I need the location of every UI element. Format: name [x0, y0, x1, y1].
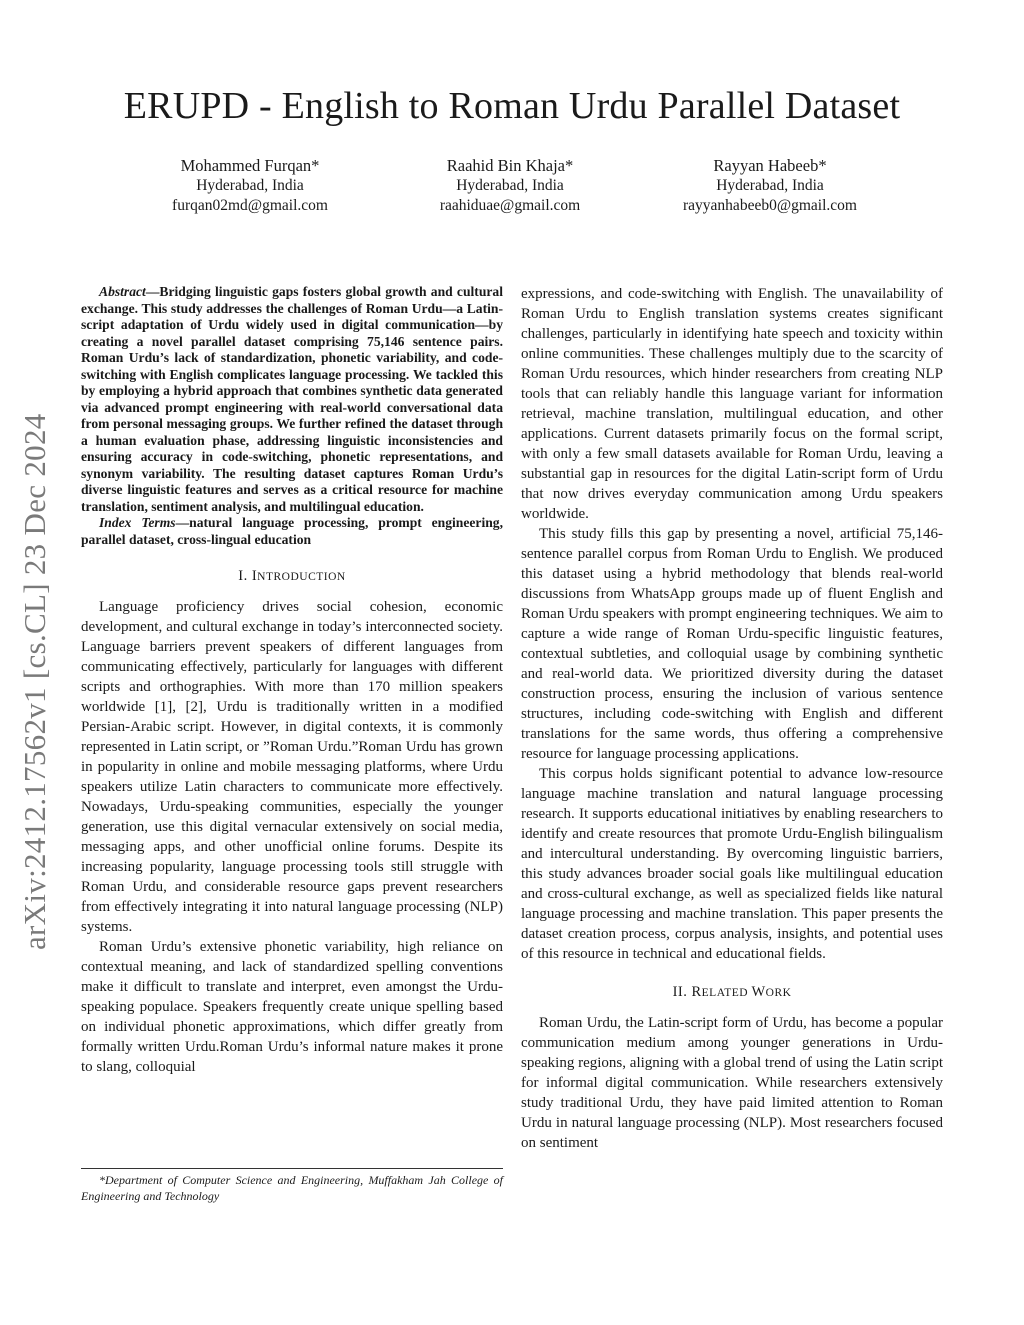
- author-block: [120, 156, 900, 216]
- author-email: furqan02md@gmail.com: [172, 197, 328, 214]
- paragraph: expressions, and code-switching with English. The unavailability of Roman Urdu to English translation systems creates significant challenges, particularly in identifying hate speech and toxicity within online communities. These challenges multiply due to the scarcity of Roman Urdu resources, which hinder researchers from creating NLP tools that can reliably handle this language variant for information retrieval, machine translation, multilingual education, and other applications. Current datasets primarily focus on the formal script, with only a few small datasets available for Roman Urdu, leaving a substantial gap in resources for the digital Latin-script form of Urdu that now drives everyday communication among Urdu speakers worldwide.: [521, 286, 943, 522]
- arxiv-identifier: arXiv:2412.17562v1 [cs.CL] 23 Dec 2024: [17, 413, 52, 950]
- heading-prefix: II. R: [672, 984, 702, 1000]
- heading-mid: ELATED: [701, 987, 752, 999]
- author-location: Hyderabad, India: [456, 177, 564, 194]
- heading-rest: ORK: [765, 987, 792, 999]
- paragraph: This corpus holds significant potential to advance low-resource language machine translation and natural language processing research. It supports educational initiatives by enabling researchers to identify and create resources that promote Urdu-English bilingualism and intercultural understanding. By overcoming linguistic barriers, this study advances broader social goals like multilingual education and cross-cultural exchange, as well as specialized fields like natural language processing and machine translation. This paper presents the dataset creation process, corpus analysis, insights, and potential uses of this resource in technical and educational fields.: [521, 766, 943, 962]
- abstract-text: —Bridging linguistic gaps fosters global growth and cultural exchange. This study addresses the challenges of Roman Urdu—a Latin-script adaptation of Urdu widely used in digital communication—by creating a novel parallel dataset comprising 75,146 sentence pairs. Roman Urdu’s lack of standardization, phonetic variability, and code-switching with English complicates language processing. We tackled this by employing a hybrid approach that combines synthetic data generated via advanced prompt engineering with real-world conversational data from personal messaging groups. We further refined the dataset through a human evaluation phase, addressing linguistic inconsistencies and ensuring accuracy in code-switching, phonetic representations, and synonym variability. The resulting dataset captures Roman Urdu’s diverse linguistic features and serves as a critical resource for machine translation, sentiment analysis, and multilingual education.: [81, 284, 503, 514]
- author-email: raahiduae@gmail.com: [439, 197, 581, 214]
- index-terms-text: —natural language processing, prompt engineering, parallel dataset, cross-lingual education: [81, 515, 503, 547]
- author-location: Hyderabad, India: [716, 177, 824, 194]
- footnote: *Department of Computer Science and Engineering, Muffakham Jah College of Engineering and Technology: [81, 1173, 503, 1203]
- heading-prefix: I. I: [238, 568, 258, 584]
- author-name: Mohammed Furqan*: [180, 156, 320, 175]
- index-terms: [81, 515, 503, 548]
- paragraph: This study fills this gap by presenting a novel, artificial 75,146-sentence parallel corpus from Roman Urdu to English. We produced this dataset using a hybrid methodology that blends real-world discussions from WhatsApp groups made up of fluent English and Roman Urdu speakers with prompt engineering techniques. We aim to capture a wide range of Roman Urdu-specific linguistic features, contextual subtleties, and colloquial usage by combining synthetic and real-world data. We prioritized diversity during the dataset construction process, ensuring the inclusion of various sentence structures, including code-switching with English and different translations for the same words, thus offering a comprehensive resource for language processing applications.: [521, 526, 943, 762]
- footnote-rule: [81, 1168, 503, 1169]
- paragraph: Language proficiency drives social cohesion, economic development, and cultural exchange in today’s interconnected society. Language barriers prevent speakers of different languages from communicating effectively, particularly for languages with different scripts and orthographies. With more than 170 million speakers worldwide [1], [2], Urdu is traditionally written in a modified Persian-Arabic script. However, in digital contexts, it is commonly represented in Latin script, or ”Roman Urdu.”Roman Urdu has grown in popularity in online and mobile messaging platforms, where Urdu speakers utilize Latin characters to communicate more effectively. Nowadays, Urdu-speaking communities, especially the younger generation, use this digital vernacular extensively on social media, messaging apps, and other unofficial online forums. Despite its increasing popularity, language processing tools still struggle with Roman Urdu, and considerable resource gaps prevent researchers from effectively integrating it into natural language processing (NLP) systems.: [81, 599, 503, 935]
- heading-rest: NTRODUCTION: [257, 571, 346, 583]
- abstract-label: Abstract: [99, 284, 146, 299]
- author-1: [120, 156, 380, 216]
- paragraph: Roman Urdu’s extensive phonetic variability, high reliance on contextual meaning, and lack of standardized spelling conventions make it difficult to translate and interpret, even amongst the Urdu-speaking populace. Speakers frequently create unique spelling based on individual phonetic approximations, which differ greatly from formally written Urdu.Roman Urdu’s informal nature makes it prone to slang, colloquial: [81, 939, 503, 1075]
- author-location: Hyderabad, India: [196, 177, 304, 194]
- heading-initial: W: [751, 984, 766, 1000]
- section-heading-introduction: [81, 566, 503, 587]
- author-name: Rayyan Habeeb*: [713, 156, 827, 175]
- right-column: [521, 284, 943, 1153]
- index-terms-label: Index Terms: [99, 515, 176, 530]
- author-2: [380, 156, 640, 216]
- section-heading-related-work: [521, 982, 943, 1003]
- paper-title: ERUPD - English to Roman Urdu Parallel Dataset: [123, 85, 901, 127]
- abstract: [81, 284, 503, 515]
- author-3: [640, 156, 900, 216]
- author-email: rayyanhabeeb0@gmail.com: [683, 197, 857, 214]
- author-name: Raahid Bin Khaja*: [446, 156, 574, 175]
- paragraph: Roman Urdu, the Latin-script form of Urdu, has become a popular communication medium among younger generations in Urdu-speaking regions, aligning with a global trend of using the Latin script for informal digital communication. While researchers extensively study traditional Urdu, they have paid limited attention to Roman Urdu in natural language processing (NLP). Most researchers focused on sentiment: [521, 1015, 943, 1151]
- left-column: [81, 284, 503, 1077]
